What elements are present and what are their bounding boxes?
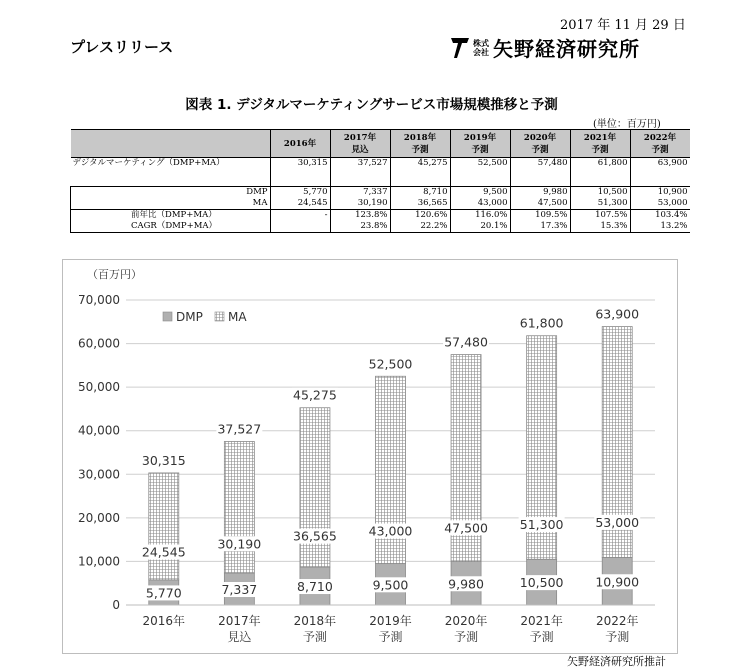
data-label-ma: 24,545 (141, 544, 186, 560)
table-row-total (71, 158, 690, 187)
table-cell: 120.6% (390, 210, 450, 222)
table-cell: 109.5% (510, 210, 570, 222)
table-cell: 37,527 (330, 158, 390, 187)
table-cell: 53,000 (630, 198, 690, 210)
legend-swatch-dmp (163, 312, 172, 321)
y-tick-label: 30,000 (78, 467, 120, 482)
y-tick-label: 10,000 (78, 554, 120, 569)
table-cell: - (270, 210, 330, 222)
year-header: 2016年 (270, 130, 330, 158)
x-tick-label: 2019年 (369, 614, 412, 628)
table-cell: 15.3% (570, 221, 630, 233)
company-type-label: 株式 会社 (473, 38, 489, 57)
table-row-ma (71, 198, 690, 210)
x-tick-sublabel: 予測 (454, 630, 479, 644)
source-note: 矢野経済研究所推計 (567, 655, 666, 668)
table-cell: 103.4% (630, 210, 690, 222)
table-cell: 52,500 (450, 158, 510, 187)
year-header: 2021年 予測 (570, 130, 630, 158)
y-tick-label: 70,000 (78, 293, 120, 307)
legend-label-dmp: DMP (176, 310, 203, 324)
data-label-dmp: 10,500 (519, 575, 564, 591)
figure-title: 図表 1. デジタルマーケティングサービス市場規模推移と予測 (185, 97, 558, 113)
table-cell: 123.8% (330, 210, 390, 222)
yano-logo-icon (450, 36, 470, 60)
y-tick-label: 0 (112, 598, 120, 612)
table-cell: 24,545 (270, 198, 330, 210)
data-label-total: 52,500 (368, 356, 413, 372)
table-cell: 51,300 (570, 198, 630, 210)
table-cell: 5,770 (270, 187, 330, 199)
table-cell: 47,500 (510, 198, 570, 210)
table-cell: 22.2% (390, 221, 450, 233)
data-label-ma: 36,565 (293, 528, 337, 544)
table-cell: 57,480 (510, 158, 570, 187)
row-label-yoy: 前年比（DMP+MA） (71, 210, 271, 222)
year-header: 2018年 予測 (390, 130, 450, 158)
market-size-table (70, 129, 690, 233)
data-label-dmp: 10,900 (595, 574, 640, 590)
row-label-cagr: CAGR（DMP+MA） (71, 221, 271, 233)
table-row-cagr (71, 221, 690, 233)
table-cell: 7,337 (330, 187, 390, 199)
data-label-total: 63,900 (595, 306, 640, 322)
x-tick-sublabel: 予測 (529, 630, 554, 644)
x-tick-sublabel: 予測 (605, 630, 630, 644)
data-label-total: 57,480 (444, 334, 488, 350)
table-cell: 20.1% (450, 221, 510, 233)
x-tick-sublabel: 見込 (227, 630, 252, 644)
year-header: 2017年 見込 (330, 130, 390, 158)
table-cell: 30,315 (270, 158, 330, 187)
x-tick-label: 2020年 (444, 614, 488, 628)
table-cell: 10,500 (570, 187, 630, 199)
table-cell: 45,275 (390, 158, 450, 187)
table-cell: 9,500 (450, 187, 510, 199)
table-cell: 17.3% (510, 221, 570, 233)
table-row-dmp (71, 187, 690, 199)
x-tick-sublabel: 予測 (378, 630, 403, 644)
y-tick-label: 60,000 (78, 336, 120, 351)
bar-ma (149, 473, 179, 580)
table-cell: 10,900 (630, 187, 690, 199)
data-label-ma: 47,500 (444, 520, 488, 536)
data-label-ma: 30,190 (217, 536, 262, 552)
table-cell: 61,800 (570, 158, 630, 187)
data-label-dmp: 7,337 (221, 582, 258, 598)
table-header-row (71, 130, 690, 158)
x-tick-label: 2021年 (520, 614, 563, 628)
table-cell: 43,000 (450, 198, 510, 210)
legend-label-ma: MA (228, 310, 247, 324)
data-label-total: 45,275 (293, 387, 337, 403)
press-release-label: プレスリリース (70, 38, 174, 56)
table-row-yoy (71, 210, 690, 222)
bar-ma (224, 441, 254, 573)
x-tick-label: 2017年 (218, 614, 261, 628)
release-date: 2017 年 11 月 29 日 (560, 18, 686, 33)
x-tick-sublabel: 予測 (302, 630, 327, 644)
company-name: 矢野経済研究所 (493, 37, 640, 61)
unit-label: (単位：百万円) (593, 119, 661, 130)
data-label-total: 61,800 (519, 315, 564, 331)
data-label-total: 37,527 (217, 421, 262, 437)
table-cell: 30,190 (330, 198, 390, 210)
row-label-ma: MA (71, 198, 271, 210)
chart-area (62, 259, 678, 654)
table-cell: 9,980 (510, 187, 570, 199)
table-cell: 116.0% (450, 210, 510, 222)
year-header: 2019年 予測 (450, 130, 510, 158)
table-cell: 8,710 (390, 187, 450, 199)
data-label-ma: 43,000 (368, 523, 413, 539)
year-header: 2022年 予測 (630, 130, 690, 158)
row-label-total: デジタルマーケティング（DMP+MA） (71, 158, 271, 187)
legend-swatch-ma (215, 312, 224, 321)
x-tick-label: 2016年 (142, 614, 186, 628)
data-label-ma: 53,000 (595, 514, 640, 530)
table-cell (270, 221, 330, 233)
table-cell: 63,900 (630, 158, 690, 187)
table-cell: 36,565 (390, 198, 450, 210)
table-cell: 107.5% (570, 210, 630, 222)
x-tick-label: 2018年 (293, 614, 337, 628)
year-header: 2020年 予測 (510, 130, 570, 158)
data-label-ma: 51,300 (519, 517, 564, 533)
table-header-blank (71, 130, 271, 158)
data-label-dmp: 5,770 (145, 585, 182, 601)
row-label-dmp: DMP (71, 187, 271, 199)
data-label-total: 30,315 (141, 452, 186, 468)
y-tick-label: 50,000 (78, 380, 120, 395)
stacked-bar-chart (63, 260, 677, 653)
company-logo (450, 33, 640, 62)
data-label-dmp: 9,980 (448, 576, 484, 592)
data-label-dmp: 8,710 (297, 579, 333, 595)
table-cell: 23.8% (330, 221, 390, 233)
data-label-dmp: 9,500 (372, 577, 409, 593)
y-tick-label: 40,000 (78, 423, 120, 438)
x-tick-label: 2022年 (595, 614, 639, 628)
table-cell: 13.2% (630, 221, 690, 233)
y-tick-label: 20,000 (78, 510, 120, 525)
y-axis-label: （百万円） (87, 268, 142, 281)
